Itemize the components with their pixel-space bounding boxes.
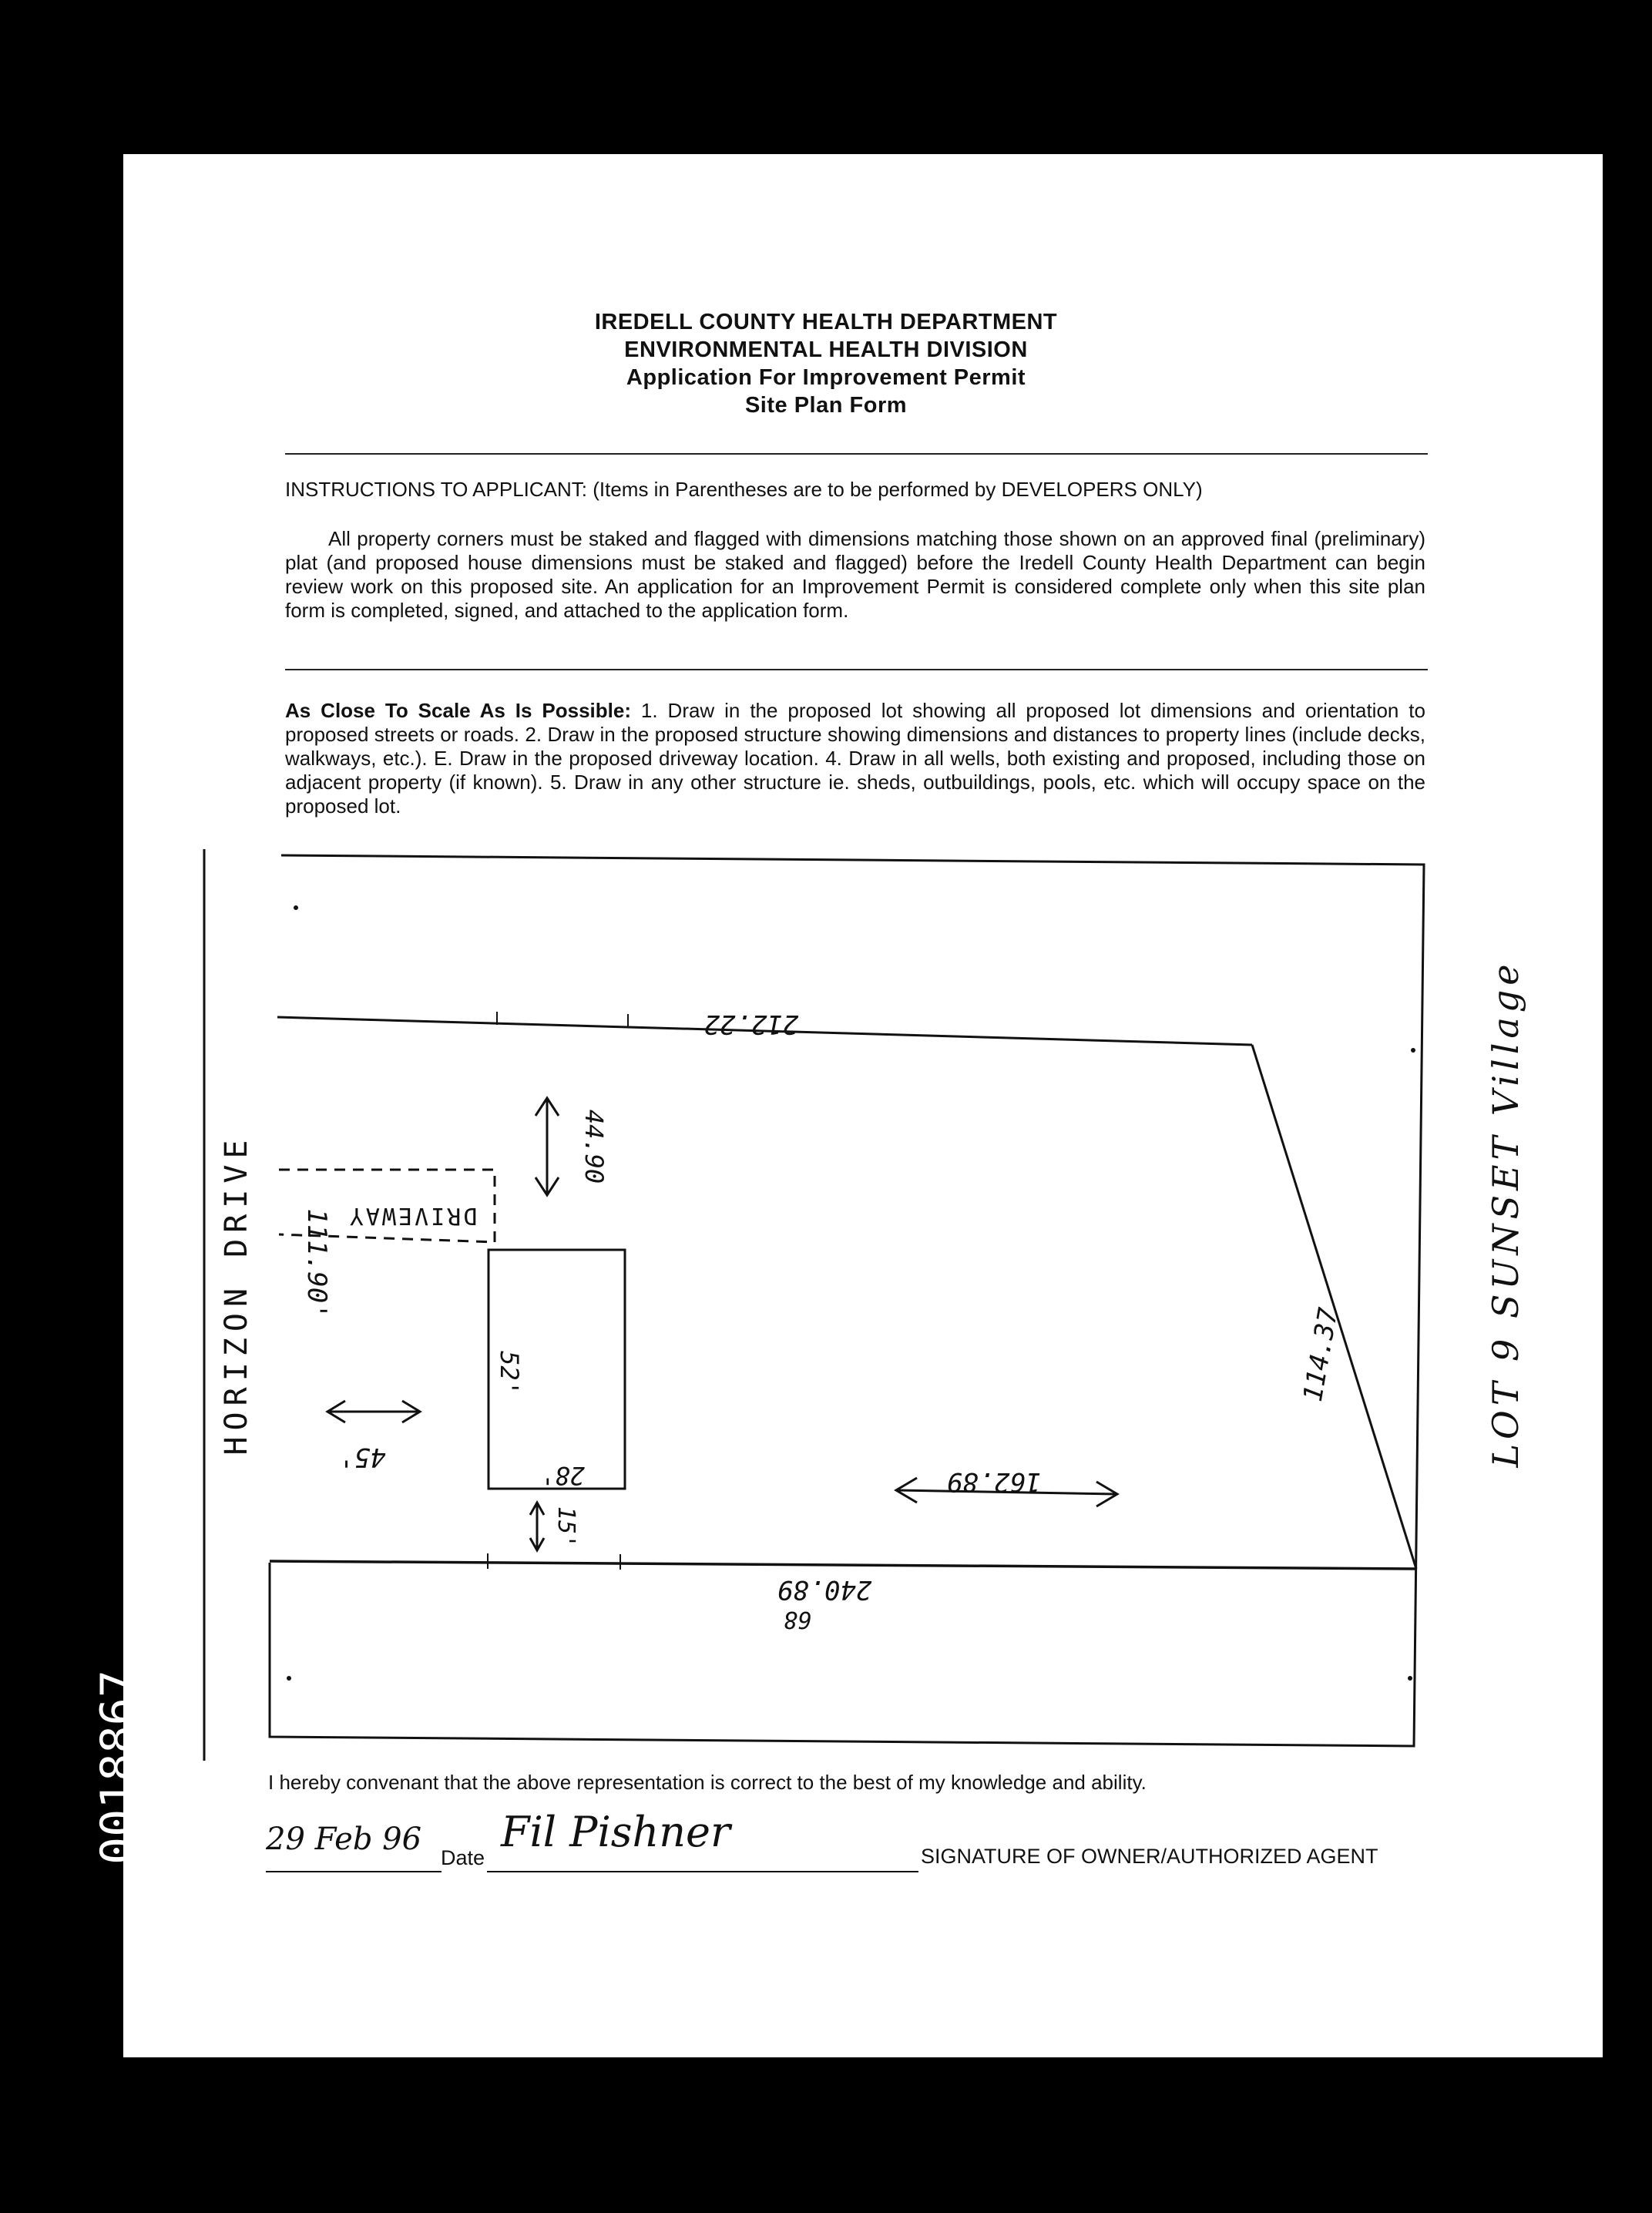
label-left-line: 111.90' (301, 1208, 332, 1319)
date-value: 29 Feb 96 (266, 1822, 422, 1857)
document-number: 0018867 (91, 1670, 145, 1865)
label-bottom-line: 240.89 (777, 1574, 872, 1605)
header-form-subtitle: Site Plan Form (744, 393, 908, 418)
label-top-line: 212.22 (703, 1009, 799, 1039)
scale-instructions-text: 1. Draw in the proposed lot showing all proposed lot dimensions and orientation to proposed streets or roads. 2. Draw in the proposed structure showing dimensions and distances to property lines (include decks, walkways, etc.). E. Draw in the proposed driveway location. 4. Draw in all wells, both existing and proposed, including those on adjacent property (if known). 5. Draw in any other structure ie. sheds, outbuildings, pools, etc. which will occupy space on the proposed lot. (285, 699, 1425, 818)
date-underline (266, 1871, 442, 1872)
header-department: IREDELL COUNTY HEALTH DEPARTMENT (594, 310, 1058, 334)
label-bottom-line-under: 68 (783, 1606, 812, 1633)
certification-statement: I hereby convenant that the above representation is correct to the best of my knowledge and ability. (268, 1771, 1147, 1794)
corner-dot (1408, 1676, 1412, 1681)
signature-value: Fil Pishner (501, 1808, 730, 1856)
label-street-name: HORIZON DRIVE (219, 1133, 254, 1456)
signature-underline (487, 1871, 918, 1872)
instructions-body: All property corners must be staked and flagged with dimensions matching those shown on an approved final (preliminary) plat (and proposed house dimensions must be staked and flagged) before the Iredell County Health Department can begin review work on this proposed site. An application for an Improvement Permit is considered complete only when this site plan form is completed, signed, and attached to the application form. (285, 527, 1425, 622)
date-label: Date (441, 1846, 485, 1869)
lot-line-right (1252, 1045, 1416, 1569)
header-division: ENVIRONMENTAL HEALTH DIVISION (624, 337, 1028, 362)
header-form-title: Application For Improvement Permit (626, 365, 1026, 390)
corner-dot (294, 905, 298, 910)
instructions-heading: INSTRUCTIONS TO APPLICANT: (Items in Parentheses are to be performed by DEVELOPERS ONLY) (285, 478, 1203, 501)
label-right-line: 114.37 (1297, 1305, 1345, 1405)
label-house-width: 28' (540, 1461, 585, 1490)
lot-line-bottom (270, 1561, 1416, 1569)
corner-dot (287, 1676, 291, 1681)
signature-label: SIGNATURE OF OWNER/AUTHORIZED AGENT (921, 1845, 1378, 1868)
plan-frame (270, 855, 1424, 1746)
label-setback-rear: 162.89 (946, 1466, 1042, 1497)
label-lot: LOT 9 SUNSET Village (1485, 959, 1526, 1468)
label-setback-bottom: 15' (552, 1506, 579, 1549)
label-setback-top: 44.90 (579, 1109, 609, 1184)
label-setback-front: 45' (338, 1442, 386, 1473)
label-house-depth: 52' (495, 1351, 524, 1395)
corner-dot (1411, 1048, 1415, 1053)
label-driveway: DRIVEWAY (347, 1202, 478, 1229)
scale-instructions-lead: As Close To Scale As Is Possible: (285, 699, 631, 722)
